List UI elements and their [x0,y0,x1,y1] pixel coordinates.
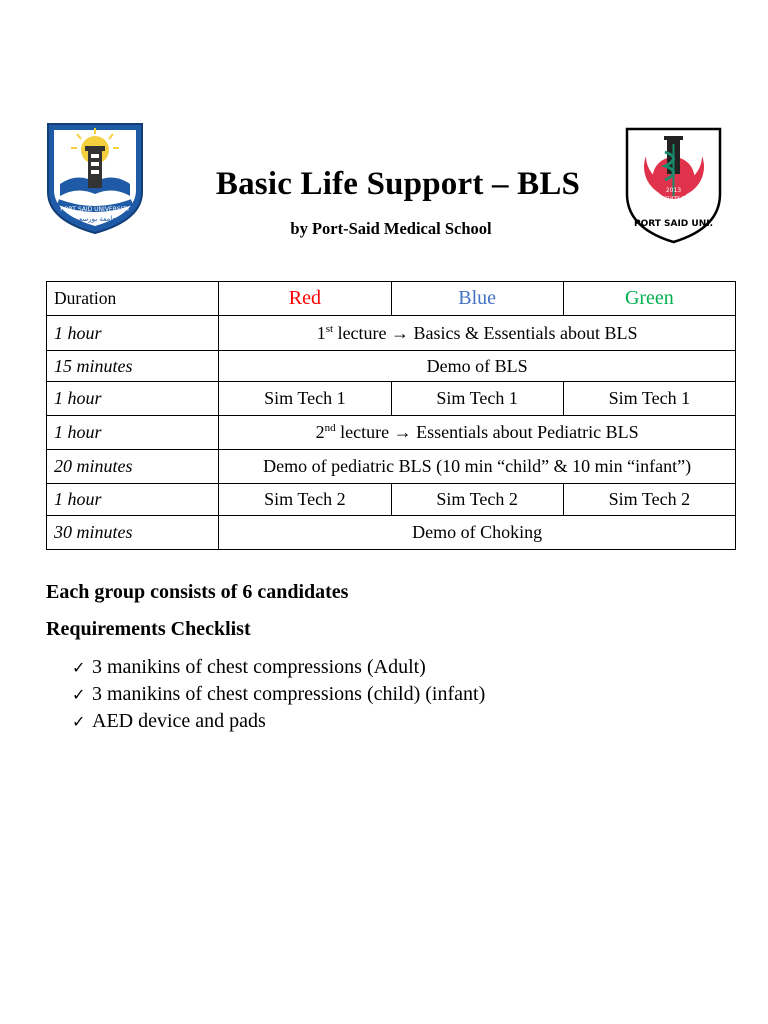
activity-cell: Demo of pediatric BLS (10 min “child” & 10 min “infant”) [219,450,736,484]
table-row [47,382,736,416]
group-activity-cell: Sim Tech 2 [563,484,735,516]
ordinal-suffix: st [325,322,334,335]
logo-right-year: 2013 [665,187,682,194]
group-activity-cell: Sim Tech 2 [219,484,391,516]
logo-right-line2: MEDICINE [661,202,686,208]
checklist-item-text: 3 manikins of chest compressions (child) (infant) [92,683,486,705]
duration-cell: 1 hour [47,382,219,416]
activity-cell: Demo of Choking [219,516,736,550]
group-activity-cell: Sim Tech 1 [219,382,391,416]
table-row [47,351,736,382]
lecture-number: 2 [315,422,325,442]
group-header-blue: Blue [391,282,563,316]
logo-right-line1: FACULTY OF [658,196,689,202]
table-row [47,450,736,484]
activity-text: lecture → Essentials about Pediatric BLS [335,422,639,442]
checkmark-icon: ✓ [72,658,86,677]
duration-cell: 1 hour [47,416,219,450]
table-header-row [47,282,736,316]
list-item [72,654,485,681]
table-row [47,316,736,351]
requirements-title: Requirements Checklist [46,618,251,640]
table-row [47,484,736,516]
logo-right-bottom-text: PORT SAID UNI. [633,219,714,229]
group-header-red: Red [219,282,391,316]
table-row [47,516,736,550]
activity-text: lecture → Basics & Essentials about BLS [333,322,638,343]
group-activity-cell: Sim Tech 1 [391,382,563,416]
duration-cell: 1 hour [47,484,219,516]
logo-left-top-text: PORT SAID UNIVERSITY [60,206,130,213]
group-header-green: Green [563,282,735,316]
table-row [47,416,736,450]
activity-cell [219,316,736,351]
requirements-checklist [72,654,485,735]
list-item [72,681,485,708]
ordinal-suffix: nd [324,422,336,434]
duration-cell: 15 minutes [47,351,219,382]
activity-cell [219,416,736,450]
checklist-item-text: AED device and pads [92,710,266,732]
lecture-number: 1 [316,322,326,343]
checklist-item-text: 3 manikins of chest compressions (Adult) [92,656,426,678]
checkmark-icon: ✓ [72,712,86,731]
duration-cell: 20 minutes [47,450,219,484]
duration-cell: 30 minutes [47,516,219,550]
duration-header: Duration [47,282,219,316]
group-activity-cell: Sim Tech 1 [563,382,735,416]
schedule-table [46,281,736,550]
activity-cell: Demo of BLS [219,351,736,382]
page-title: Basic Life Support – BLS [215,166,581,202]
page-subtitle: by Port-Said Medical School [290,219,492,238]
duration-cell: 1 hour [47,316,219,351]
checkmark-icon: ✓ [72,685,86,704]
logo-left-bottom-text: جامعة بورسعيد [73,215,117,223]
group-size-note: Each group consists of 6 candidates [46,581,349,603]
list-item [72,708,485,735]
group-activity-cell: Sim Tech 2 [391,484,563,516]
